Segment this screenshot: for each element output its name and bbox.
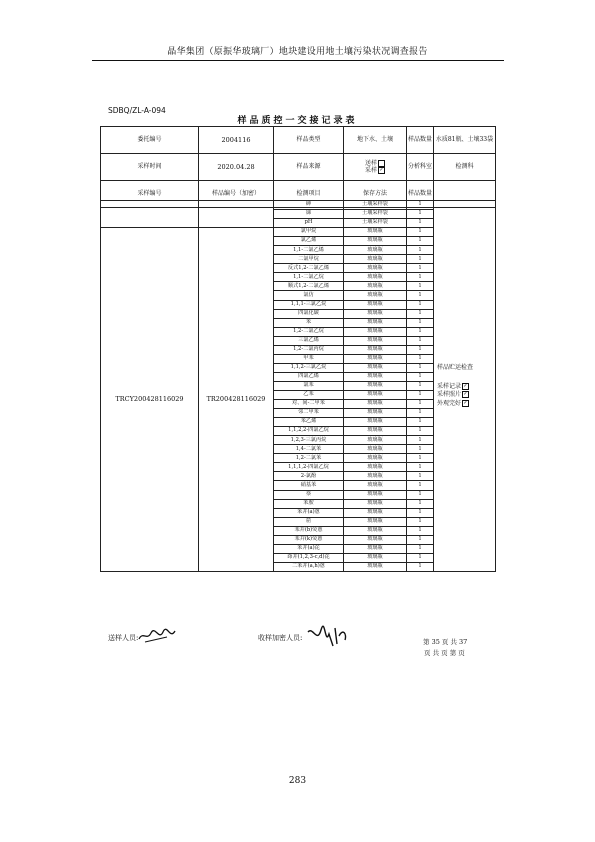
sample-quantity: 1 <box>407 418 434 427</box>
empty-cell <box>199 201 274 228</box>
test-item: pH <box>274 219 344 228</box>
sample-quantity: 1 <box>407 210 434 219</box>
column-header: 样品数量 <box>407 181 434 208</box>
test-item: 1,1-二氯乙烷 <box>274 273 344 282</box>
storage-check-box <box>434 201 496 572</box>
test-item: 苯并(b)荧蒽 <box>274 526 344 535</box>
preservation-method: 玻璃瓶 <box>344 562 407 571</box>
sample-quantity: 1 <box>407 291 434 300</box>
sample-quantity: 1 <box>407 345 434 354</box>
sample-quantity: 1 <box>407 490 434 499</box>
test-item: 二氯甲烷 <box>274 255 344 264</box>
checked-box-icon: ✓ <box>463 391 468 398</box>
preservation-method: 玻璃瓶 <box>344 381 407 390</box>
empty-cell <box>101 201 199 228</box>
field-value: 2004116 <box>199 127 274 154</box>
field-label: 样品数量 <box>407 127 434 154</box>
field-value: 2020.04.28 <box>199 154 274 181</box>
sample-quantity: 1 <box>407 354 434 363</box>
preservation-method: 玻璃瓶 <box>344 472 407 481</box>
sample-quantity: 1 <box>407 336 434 345</box>
test-item: 1,2-二氯乙烷 <box>274 327 344 336</box>
preservation-method: 玻璃瓶 <box>344 372 407 381</box>
test-item: 砷 <box>274 201 344 210</box>
field-label: 样品类型 <box>274 127 344 154</box>
preservation-method: 玻璃瓶 <box>344 237 407 246</box>
preservation-method: 玻璃瓶 <box>344 418 407 427</box>
test-item: 萘 <box>274 490 344 499</box>
form-info-table <box>100 126 496 208</box>
preservation-method: 玻璃瓶 <box>344 463 407 472</box>
preservation-method: 玻璃瓶 <box>344 436 407 445</box>
test-item: 氯仿 <box>274 291 344 300</box>
preservation-method: 玻璃瓶 <box>344 354 407 363</box>
preservation-method: 玻璃瓶 <box>344 526 407 535</box>
sample-source-options <box>344 154 407 181</box>
form-code: SDBQ/ZL-A-094 <box>108 106 166 115</box>
test-item: 苯 <box>274 318 344 327</box>
column-header: 保存方法 <box>344 181 407 208</box>
sample-quantity: 1 <box>407 445 434 454</box>
sample-quantity: 1 <box>407 472 434 481</box>
sample-quantity: 1 <box>407 246 434 255</box>
preservation-method: 玻璃瓶 <box>344 544 407 553</box>
preservation-method: 玻璃瓶 <box>344 481 407 490</box>
sample-quantity: 1 <box>407 400 434 409</box>
sample-quantity: 1 <box>407 508 434 517</box>
sample-quantity: 1 <box>407 219 434 228</box>
preservation-method: 玻璃瓶 <box>344 345 407 354</box>
test-item: 氯甲烷 <box>274 228 344 237</box>
sample-quantity: 1 <box>407 526 434 535</box>
preservation-method: 玻璃瓶 <box>344 273 407 282</box>
sample-quantity: 1 <box>407 363 434 372</box>
preservation-method: 玻璃瓶 <box>344 282 407 291</box>
test-item: 氯乙烯 <box>274 237 344 246</box>
checked-box-icon: ✓ <box>379 167 384 173</box>
sample-quantity: 1 <box>407 237 434 246</box>
field-value: 检测科 <box>434 154 496 181</box>
check-label: 外观完好 <box>437 399 462 407</box>
test-item: 苯并(a)蒽 <box>274 508 344 517</box>
test-item: 1,2-二氯丙烷 <box>274 345 344 354</box>
test-item: 邻二甲苯 <box>274 409 344 418</box>
sample-quantity: 1 <box>407 255 434 264</box>
sample-quantity: 1 <box>407 201 434 210</box>
preservation-method: 玻璃瓶 <box>344 490 407 499</box>
column-header: 样品编号（加密） <box>199 181 274 208</box>
sample-quantity: 1 <box>407 427 434 436</box>
test-item: 硝基苯 <box>274 481 344 490</box>
sample-quantity: 1 <box>407 273 434 282</box>
field-label: 采样时间 <box>101 154 199 181</box>
form-info-row <box>101 154 496 181</box>
check-label: 采样记录 <box>437 383 462 391</box>
scanned-record-form <box>100 126 498 636</box>
test-item: 甲苯 <box>274 354 344 363</box>
preservation-method: 土壤采样袋 <box>344 210 407 219</box>
sample-quantity: 1 <box>407 499 434 508</box>
test-item: 1,1,1,2-四氯乙烷 <box>274 463 344 472</box>
preservation-method: 玻璃瓶 <box>344 291 407 300</box>
receiver-signature <box>305 624 349 650</box>
sample-quantity: 1 <box>407 481 434 490</box>
test-item: 二苯并(a,h)蒽 <box>274 562 344 571</box>
test-item: 1,4-二氯苯 <box>274 445 344 454</box>
column-header: 采样编号 <box>101 181 199 208</box>
test-item: 1,1,2,2-四氯乙烷 <box>274 427 344 436</box>
sample-quantity: 1 <box>407 309 434 318</box>
test-item: 四氯乙烯 <box>274 372 344 381</box>
test-item: 1,1-二氯乙烯 <box>274 246 344 255</box>
unchecked-box-icon <box>378 160 385 167</box>
sample-quantity: 1 <box>407 327 434 336</box>
option-label: 送样 <box>364 159 377 167</box>
test-item: 锑 <box>274 210 344 219</box>
test-item: 四氯化碳 <box>274 309 344 318</box>
preservation-method: 玻璃瓶 <box>344 327 407 336</box>
form-title: 样品质控一交接记录表 <box>237 116 358 126</box>
sample-quantity: 1 <box>407 436 434 445</box>
test-item: 对、间-二甲苯 <box>274 400 344 409</box>
sample-quantity: 1 <box>407 318 434 327</box>
sender-signature <box>137 627 177 645</box>
sample-quantity: 1 <box>407 264 434 273</box>
test-item: 1,2-二氯苯 <box>274 454 344 463</box>
test-item: 苯胺 <box>274 499 344 508</box>
preservation-method: 玻璃瓶 <box>344 499 407 508</box>
preservation-method: 玻璃瓶 <box>344 454 407 463</box>
field-label: 分析科室 <box>407 154 434 181</box>
test-item: 苯并(k)荧蒽 <box>274 535 344 544</box>
sample-quantity: 1 <box>407 535 434 544</box>
preservation-method: 玻璃瓶 <box>344 553 407 562</box>
test-item: 三氯乙烯 <box>274 336 344 345</box>
page-count-blank: 页 共 页 第 页 <box>424 649 465 657</box>
test-item: 反式1,2-二氯乙烯 <box>274 264 344 273</box>
preservation-method: 玻璃瓶 <box>344 336 407 345</box>
test-item: 顺式1,2-二氯乙烯 <box>274 282 344 291</box>
test-item: 1,2,3-三氯丙烷 <box>274 436 344 445</box>
sample-id: TR200428116029 <box>199 228 274 572</box>
receiver-label: 收样加密人员: <box>258 634 303 642</box>
test-item: 2-氯酚 <box>274 472 344 481</box>
collection-id: TRCY200428116029 <box>101 228 199 572</box>
test-item: 䓛 <box>274 517 344 526</box>
test-item: 乙苯 <box>274 390 344 399</box>
sample-quantity: 1 <box>407 553 434 562</box>
option-label: 采样 <box>364 167 377 174</box>
preservation-method: 玻璃瓶 <box>344 390 407 399</box>
test-item: 茚并(1,2,3-c,d)芘 <box>274 553 344 562</box>
sample-quantity: 1 <box>407 282 434 291</box>
sample-quantity: 1 <box>407 517 434 526</box>
preservation-method: 土壤采样袋 <box>344 219 407 228</box>
column-header: 检测项目 <box>274 181 344 208</box>
preservation-method: 玻璃瓶 <box>344 400 407 409</box>
preservation-method: 玻璃瓶 <box>344 508 407 517</box>
sample-quantity: 1 <box>407 463 434 472</box>
preservation-method: 土壤采样袋 <box>344 201 407 210</box>
sample-quantity: 1 <box>407 409 434 418</box>
test-item: 1,1,1-三氯乙烷 <box>274 300 344 309</box>
page-count: 第 35 页 共 37 <box>423 638 468 646</box>
preservation-method: 玻璃瓶 <box>344 409 407 418</box>
sample-quantity: 1 <box>407 381 434 390</box>
preservation-method: 玻璃瓶 <box>344 228 407 237</box>
field-label: 委托编号 <box>101 127 199 154</box>
table-row <box>101 201 496 210</box>
checked-box-icon: ✓ <box>463 383 468 390</box>
preservation-method: 玻璃瓶 <box>344 517 407 526</box>
form-info-row <box>101 127 496 154</box>
header-rule <box>92 60 504 61</box>
page-number: 283 <box>288 776 307 786</box>
sample-quantity: 1 <box>407 372 434 381</box>
preservation-method: 玻璃瓶 <box>344 427 407 436</box>
field-label: 样品来源 <box>274 154 344 181</box>
preservation-method: 玻璃瓶 <box>344 264 407 273</box>
preservation-method: 玻璃瓶 <box>344 535 407 544</box>
preservation-method: 玻璃瓶 <box>344 255 407 264</box>
document-header: 晶华集团（原振华玻璃厂）地块建设用地土壤污染状况调查报告 <box>167 47 428 57</box>
storage-check-title: 样品贮运检查 <box>437 363 474 371</box>
test-item: 1,1,2-三氯乙烷 <box>274 363 344 372</box>
preservation-method: 玻璃瓶 <box>344 445 407 454</box>
preservation-method: 玻璃瓶 <box>344 318 407 327</box>
preservation-method: 玻璃瓶 <box>344 300 407 309</box>
test-item: 苯并(a)芘 <box>274 544 344 553</box>
test-item: 苯乙烯 <box>274 418 344 427</box>
test-item: 氯苯 <box>274 381 344 390</box>
sample-quantity: 1 <box>407 454 434 463</box>
preservation-method: 玻璃瓶 <box>344 363 407 372</box>
field-value: 水质81瓶、土壤33袋 <box>434 127 496 154</box>
sample-quantity: 1 <box>407 390 434 399</box>
sender-label: 送样人员: <box>108 634 139 642</box>
field-value: 地下水、土壤 <box>344 127 407 154</box>
sample-quantity: 1 <box>407 544 434 553</box>
sample-quantity: 1 <box>407 562 434 571</box>
preservation-method: 玻璃瓶 <box>344 246 407 255</box>
checked-box-icon: ✓ <box>463 399 468 406</box>
sample-items-table <box>100 200 496 572</box>
preservation-method: 玻璃瓶 <box>344 309 407 318</box>
sample-quantity: 1 <box>407 228 434 237</box>
sample-quantity: 1 <box>407 300 434 309</box>
check-label: 采样照片 <box>437 391 462 399</box>
